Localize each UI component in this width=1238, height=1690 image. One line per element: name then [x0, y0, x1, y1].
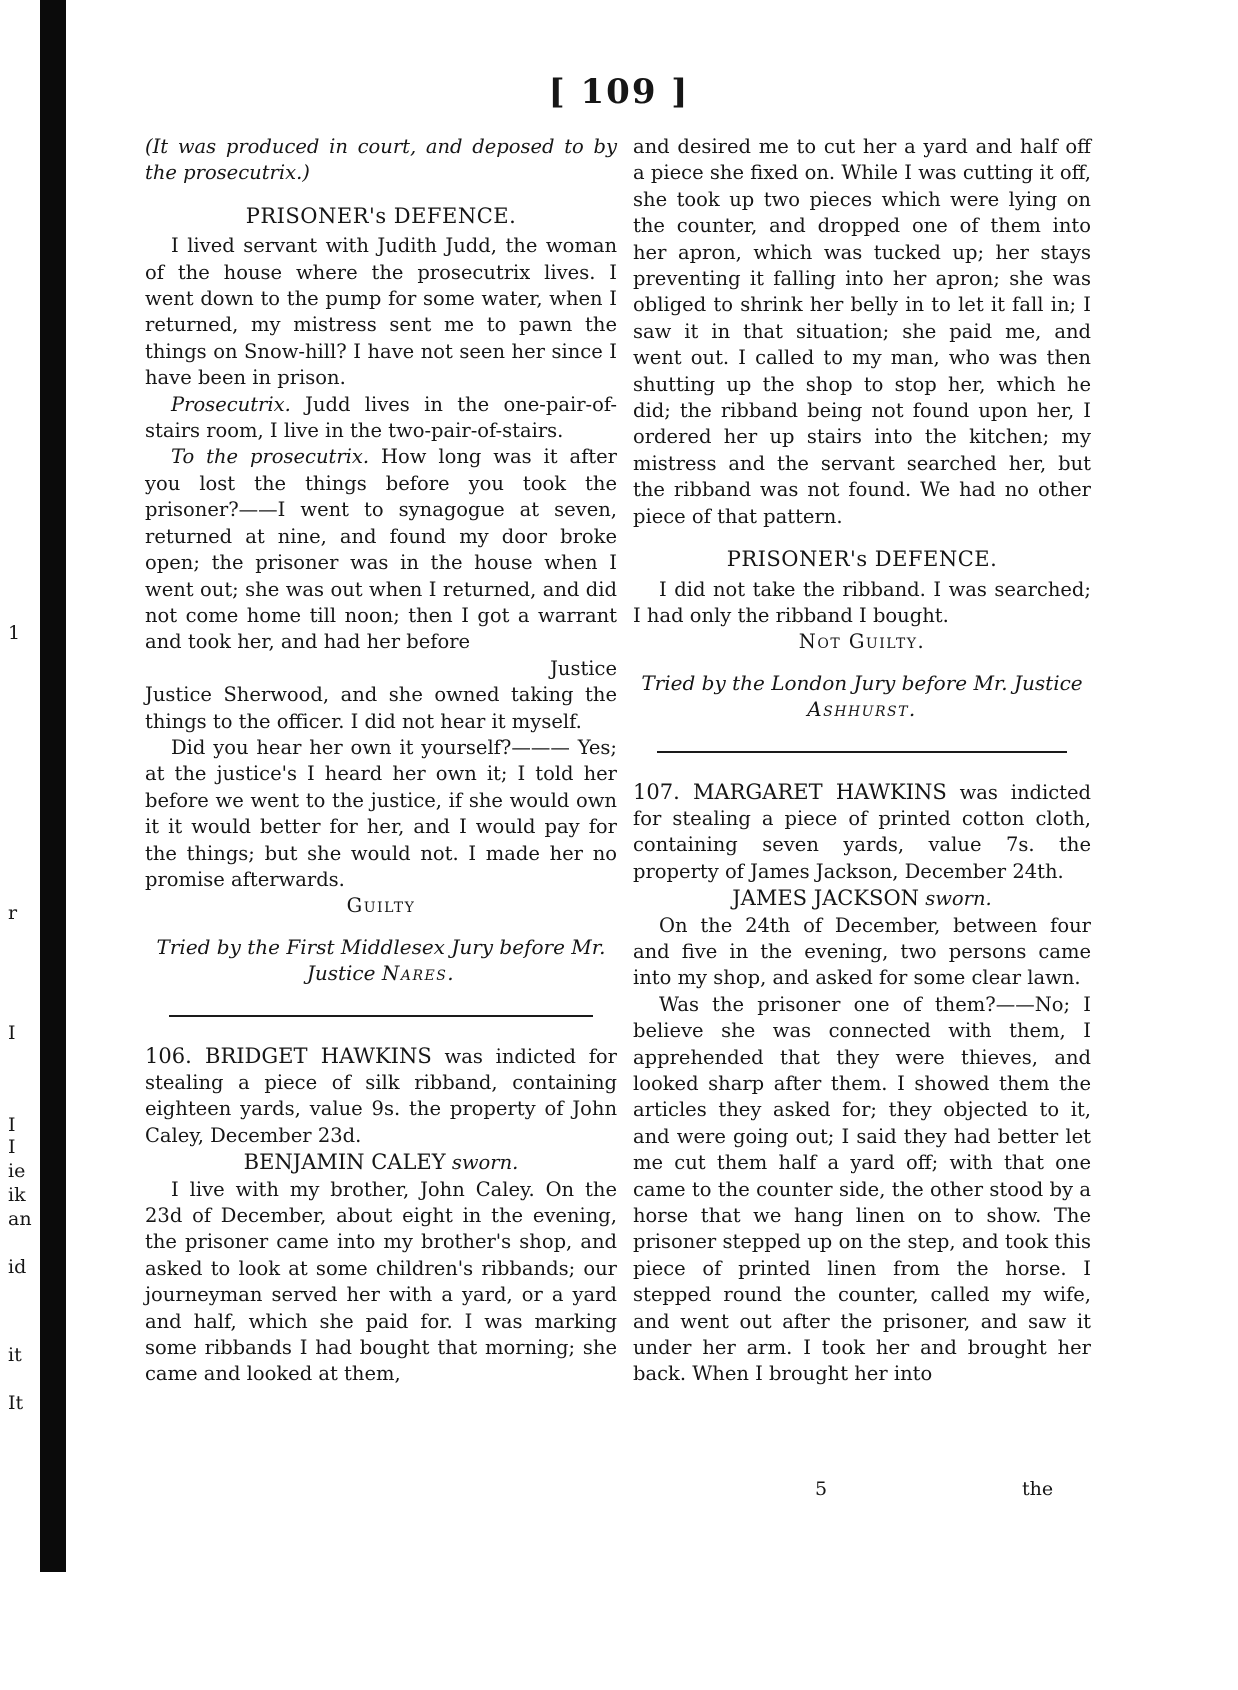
case-heading: 106. BRIDGET HAWKINS	[145, 1043, 432, 1068]
section-divider	[657, 751, 1067, 753]
paragraph-text: How long was it after you lost the things before you took the prisoner?——I went to synagogue at seven, returned at nine, and found my door broke open; the prisoner was in the house when I went out; she was out when I returned, and did not come home till noon; then I got a warrant and took her, and had her before	[145, 445, 617, 654]
paragraph-text: Justice	[550, 656, 617, 680]
margin-fragment: r	[8, 902, 18, 924]
paragraph	[145, 134, 617, 187]
paragraph-text: Was the prisoner one of them?——No; I believe she was connected with them, I apprehended that they were thieves, and looked sharp after them. I showed them the articles they asked for; they objected to it, and were going out; I said they had better let me cut them half a yard off; with that one came to the counter side, the other stood by a horse that we hang linen on to show. The prisoner stepped up on the step, and took this piece of printed linen from the horse. I stepped round the counter, called my wife, and went out after the prisoner, and saw it under her arm. I took her and brought her back. When I brought her into	[633, 992, 1091, 1386]
paragraph-text: and desired me to cut her a yard and half off a piece she fixed on. While I was cutting it off, she took up two pieces which were lying on the counter, and dropped one of them into her apron, which was tucked up; her stays preventing it falling into her apron; she was obliged to shrink her belly in to let it fall in; I saw it in that situation; she paid me, and went out. I called to my man, who was then shutting up the shop to stop her, which he did; the ribband being not found upon her, I ordered her up stairs into the kitchen; my mistress and the servant searched her, but the ribband was not found. We had no other piece of that pattern.	[633, 135, 1091, 528]
margin-fragment: ie	[8, 1160, 26, 1182]
justice-name: Ashhurst.	[807, 697, 917, 722]
section-heading: PRISONER's DEFENCE.	[726, 547, 998, 572]
paragraph-text: Did you hear her own it yourself?——— Yes; at the justice's I heard her own it; I told her before we went to the justice, if she would own it it would better for her, and I would pay for the things; but she would not. I made her no promise afterwards.	[145, 735, 617, 891]
catchword: the	[1022, 1478, 1054, 1500]
paragraph	[145, 735, 617, 893]
right-column	[633, 134, 1091, 1388]
paragraph-text: was indicted for stealing a piece of printed cotton cloth, containing seven yards, value 7s. the property of James Jackson, December 24th.	[633, 780, 1091, 883]
margin-fragment: ik	[8, 1184, 26, 1206]
margin-fragment: I	[8, 1114, 16, 1136]
case-heading: 107. MARGARET HAWKINS	[633, 779, 947, 804]
paragraph-text: On the 24th of December, between four and five in the evening, two persons came into my shop, and asked for some clear lawn.	[633, 913, 1091, 990]
margin-fragment: I	[8, 1022, 16, 1044]
trial-note	[145, 934, 617, 987]
paragraph	[145, 682, 617, 735]
paragraph	[633, 913, 1091, 992]
paragraph	[145, 392, 617, 445]
verdict: Guilty	[346, 894, 416, 918]
witness-sworn: sworn.	[925, 887, 992, 911]
paragraph	[145, 1043, 617, 1150]
verdict: Not Guilty.	[798, 630, 926, 654]
margin-fragment: it	[8, 1344, 22, 1366]
paragraph	[633, 134, 1091, 530]
witness-name: JAMES JACKSON	[732, 886, 920, 911]
paragraph-text: I live with my brother, John Caley. On the 23d of December, about eight in the evening, the prisoner came into my brother's shop, and asked to look at some children's ribbands; our journeyman served her with a yard, or a yard and half, which she paid for. I was marking some ribbands I had bought that morning; she came and looked at them,	[145, 1177, 617, 1386]
paragraph-text: was indicted for stealing a piece of silk ribband, containing eighteen yards, value 9s. the property of John Caley, December 23d.	[145, 1044, 617, 1147]
page-number: [ 109 ]	[548, 72, 690, 112]
justice-name: Nares.	[381, 961, 456, 986]
speaker-label: Prosecutrix.	[171, 392, 291, 416]
witness-name: BENJAMIN CALEY	[243, 1150, 446, 1175]
margin-fragment: id	[8, 1256, 27, 1278]
paragraph-text: Justice Sherwood, and she owned taking the things to the officer. I did not hear it myself.	[145, 683, 617, 733]
paragraph	[145, 233, 617, 391]
witness-sworn: sworn.	[451, 1151, 519, 1175]
signature-mark: 5	[815, 1478, 828, 1500]
paragraph	[633, 992, 1091, 1388]
paragraph-text: I did not take the ribband. I was searched; I had only the ribband I bought.	[633, 577, 1091, 627]
trial-text: Tried by the First Middlesex Jury before Mr. Justice	[156, 934, 606, 986]
margin-fragment: 1	[8, 622, 21, 644]
section-divider	[169, 1015, 593, 1017]
margin-fragment: an	[8, 1208, 32, 1230]
margin-fragment: It	[8, 1392, 24, 1414]
paragraph-text: I lived servant with Judith Judd, the woman of the house where the prosecutrix lives. I went down to the pump for some water, when I returned, my mistress sent me to pawn the things on Snow-hill? I have not seen her since I have been in prison.	[145, 234, 617, 390]
margin-fragment: I	[8, 1136, 16, 1158]
paragraph	[145, 444, 617, 655]
paragraph	[145, 1177, 617, 1388]
witness-heading	[633, 885, 1091, 912]
paragraph-text: Judd lives in the one-pair-of-stairs room, I live in the two-pair-of-stairs.	[145, 392, 617, 443]
witness-heading	[145, 1149, 617, 1176]
trial-text: Tried by the London Jury before Mr. Justice	[641, 670, 1083, 695]
paragraph-text: (It was produced in court, and deposed to by the prosecutrix.)	[145, 135, 617, 185]
paragraph	[633, 779, 1091, 886]
left-column	[145, 134, 617, 1388]
paragraph	[145, 656, 617, 682]
section-heading: PRISONER's DEFENCE.	[245, 203, 517, 228]
trial-note	[633, 670, 1091, 723]
binding-gutter	[40, 0, 66, 1572]
paragraph	[633, 577, 1091, 630]
speaker-label: To the prosecutrix.	[171, 445, 370, 469]
